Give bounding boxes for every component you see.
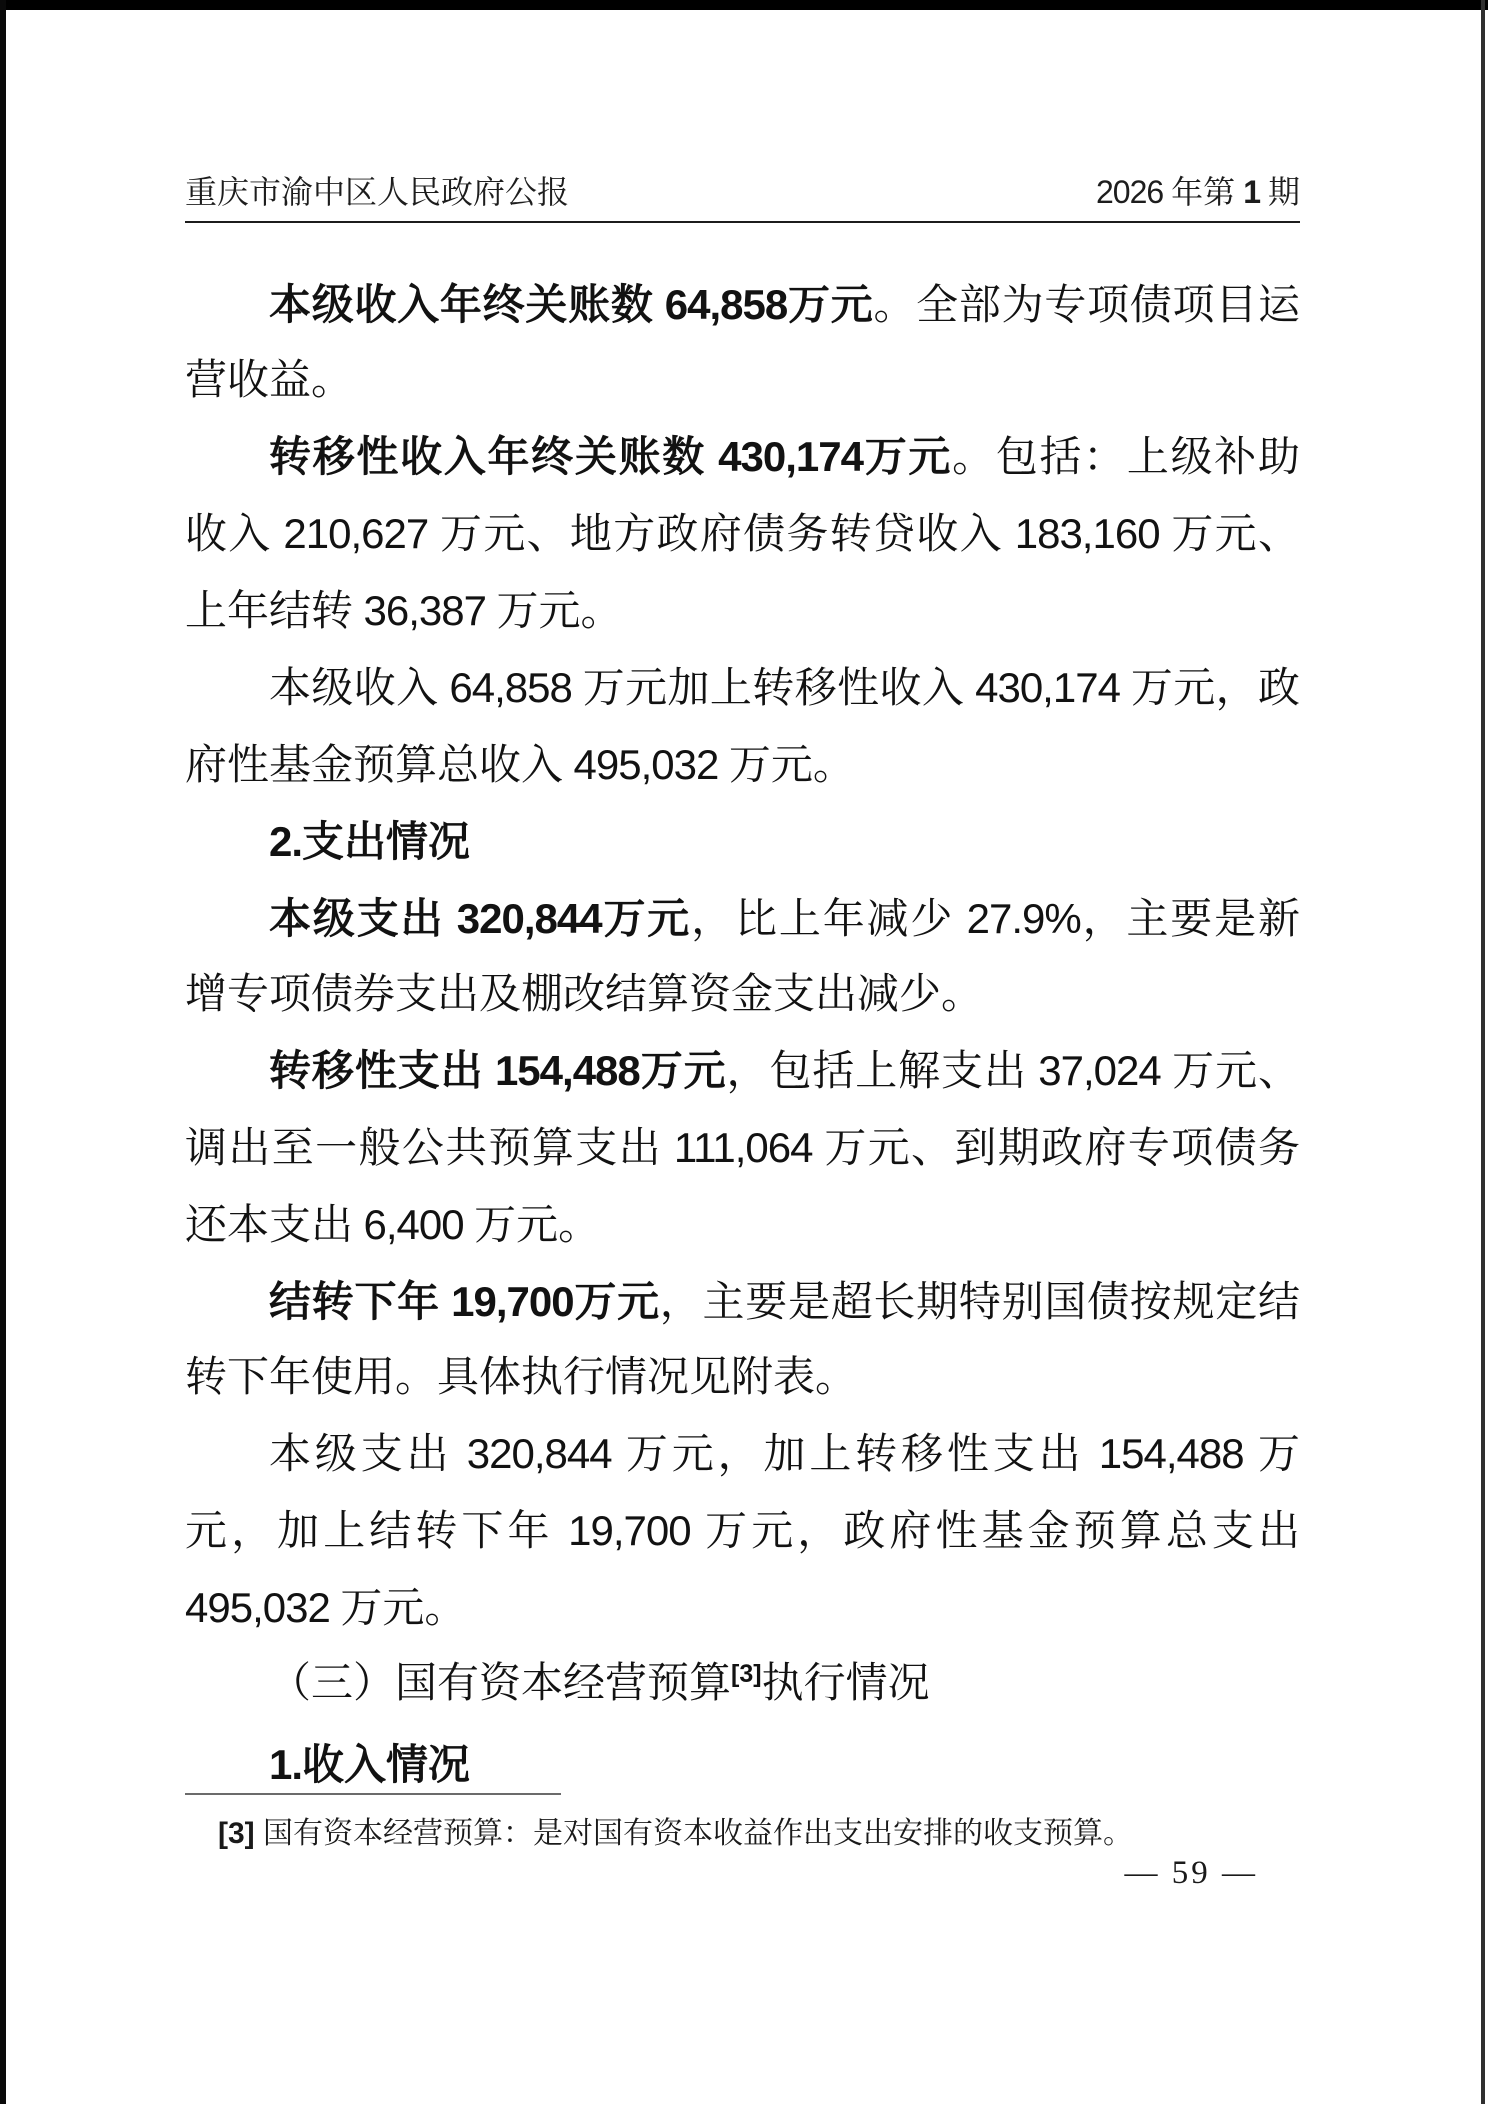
text-segment: 万元。: [485, 589, 623, 635]
text-segment: 19,700: [568, 1507, 691, 1554]
text-segment: 执行情况: [761, 1661, 930, 1707]
text-segment: ，主要是新增专项债券支出及棚改结算资金支出减少。: [185, 897, 1300, 1018]
text-segment: （三）国有资本经营预算: [269, 1661, 732, 1707]
text-segment: 期: [1259, 174, 1300, 210]
document-body: [185, 267, 1300, 1804]
text-segment: 万元。: [463, 1203, 601, 1249]
text-segment: ，主要是超长期特别国债按规定结转下年使用。具体执行情况见附表。: [185, 1280, 1300, 1401]
paragraph-own-expenditure: [185, 881, 1300, 1033]
text-segment: 万元。: [329, 1586, 467, 1632]
heading-soe-budget-execution: [185, 1647, 1300, 1727]
paragraph-total-fund-revenue: [185, 650, 1300, 804]
text-segment: 27.9%: [966, 895, 1081, 942]
text-segment: 万元: [639, 1049, 727, 1095]
text-segment: 183,160: [1014, 510, 1160, 557]
text-segment: 111,064: [673, 1124, 813, 1171]
text-segment: 万元，加上转移性支出: [611, 1432, 1099, 1478]
scan-edge-right: [1481, 0, 1485, 2104]
text-segment: 495,032: [573, 741, 719, 788]
text-segment: 万元，加上结转下年: [185, 1432, 1300, 1555]
text-segment: 万元: [573, 1280, 660, 1326]
text-segment: 64,858: [664, 281, 788, 328]
text-segment: 转移性支出: [269, 1049, 495, 1095]
text-segment: 320,844: [466, 1430, 612, 1477]
text-segment: 万元，政府性基金预算总支出: [690, 1509, 1300, 1555]
text-segment: [3]: [218, 1817, 263, 1850]
paragraph-carryover-next-year: [185, 1264, 1300, 1416]
text-segment: 万元: [601, 897, 692, 943]
text-segment: 万元、调出至一般公共预算支出: [185, 1049, 1300, 1172]
scan-edge-left: [0, 0, 6, 2104]
issue-label: [1096, 172, 1300, 212]
gazette-title: 重庆市渝中区人民政府公报: [185, 174, 570, 210]
text-segment: 320,844: [456, 895, 602, 942]
text-segment: 2.: [269, 818, 303, 865]
text-segment: 本级收入: [269, 666, 450, 712]
text-segment: 万元、地方政府债务转贷收入: [428, 512, 1015, 558]
footnote-rule: [185, 1793, 561, 1795]
text-segment: 64,858: [449, 664, 572, 711]
text-segment: 万元、上年结转: [185, 512, 1300, 635]
text-segment: 。全部为专项债项目运营收益。: [185, 283, 1300, 404]
text-segment: ，比上年减少: [691, 897, 967, 943]
paragraph-total-fund-expenditure: [185, 1416, 1300, 1647]
text-segment: 本级支出: [269, 897, 457, 943]
header-rule: [185, 221, 1300, 223]
text-segment: 万元: [787, 283, 874, 329]
text-segment: 万元，政府性基金预算总收入: [185, 666, 1300, 789]
text-segment: 本级支出: [269, 1432, 467, 1478]
text-segment: 收入情况: [302, 1743, 471, 1789]
page-header: [185, 172, 1300, 212]
heading-expenditure-situation: [185, 804, 1300, 881]
text-segment: 转移性收入年终关账数: [269, 435, 719, 481]
text-segment: 万元。: [718, 743, 855, 789]
text-segment: 430,174: [975, 664, 1120, 711]
text-segment: 430,174: [718, 433, 863, 480]
paragraph-transfer-expenditure: [185, 1033, 1300, 1264]
text-segment: 万元加上转移性收入: [571, 666, 976, 712]
text-segment: 210,627: [283, 510, 429, 557]
text-segment: ，包括上解支出: [726, 1049, 1039, 1095]
text-segment: 37,024: [1038, 1047, 1161, 1094]
text-segment: 本级收入年终关账数: [269, 283, 665, 329]
paragraph-own-revenue-closing: [185, 267, 1300, 419]
text-segment: 。包括：上级补助收入: [185, 435, 1300, 558]
text-segment: 万元、到期政府专项债务还本支出: [185, 1126, 1300, 1249]
text-segment: 6,400: [363, 1201, 464, 1248]
text-segment: 年第: [1163, 174, 1244, 210]
text-segment: 结转下年: [269, 1280, 452, 1326]
text-segment: 万元: [863, 435, 953, 481]
text-segment: 支出情况: [302, 820, 471, 866]
text-segment: 154,488: [1098, 1430, 1244, 1477]
paragraph-transfer-revenue-closing: [185, 419, 1300, 650]
text-segment: 1.: [269, 1741, 303, 1788]
text-segment: 154,488: [494, 1047, 640, 1094]
text-segment: 1: [1243, 174, 1260, 210]
text-segment: 国有资本经营预算：是对国有资本收益作出支出安排的收支预算。: [263, 1817, 1133, 1850]
text-segment: 495,032: [185, 1584, 330, 1631]
page-number: — 59 —: [1124, 1855, 1258, 1891]
text-segment: [3]: [731, 1660, 762, 1688]
text-segment: 19,700: [451, 1278, 574, 1325]
footnote-text: [218, 1812, 1308, 1856]
text-segment: 2026: [1095, 174, 1164, 210]
page-content: [185, 0, 1300, 1804]
text-segment: 36,387: [363, 587, 486, 634]
